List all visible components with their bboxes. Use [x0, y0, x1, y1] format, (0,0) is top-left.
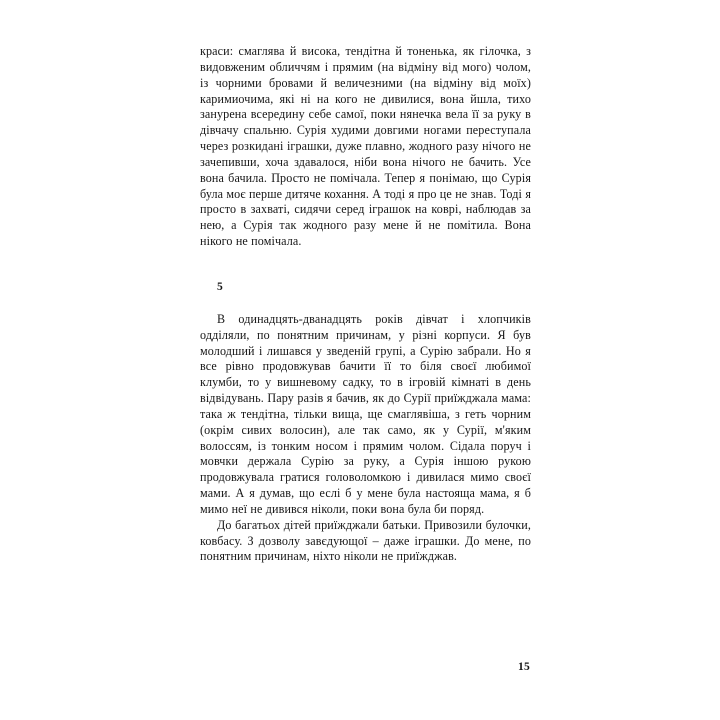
paragraph-1: В одинадцять-дванадцять років дівчат і хлопчиків оддiляли, по понятним причинам, у різні корпуси. Я був молодший і лишався у зведеній групі, а Сурію забрали. Но я все рівно продовжував бачити її то біля своєї любимої клумби, то у вишневому садку, то в ігровій кімнаті в день відвідувань. Пару разів я бачив, як до Сурії приїжджала мама: така ж тендітна, тільки вища, ще смаглявіша, з геть чорним (окрім сивих волосин), але так само, як у Сурії, м'яким волоссям, із тонким носом і прямим чолом. Сідала поруч і мовчки держала Сурію за руку, а Сурія іншою рукою продовжувала гратися головоломкою і дивилася мимо своєї мами. А я думав, що еслі б у мене була настояща мама, я б мимо неї не дивився ніколи, поки вона була би поряд.	[200, 311, 531, 516]
spacer-before-section	[200, 250, 531, 280]
section-number: 5	[217, 280, 223, 293]
paragraph-continued: краси: смаглява й висока, тендітна й тоненька, як гілочка, з видовженим обличчям і прямим (на відміну від мого) чолом, із чорними бровами й величезними (на відміну від моїх) каримиочима, які ні на кого не дивилися, вона йшла, тихо занурена всередину себе самої, поки нянечка вела її за руку в дівчачу спальню. Сурія худими довгими ногами переступала через розкидані іграшки, дуже плавно, жодного разу нічого не зачепивши, хоча здавалося, ніби вона нічого не бачить. Усе вона бачила. Просто не помічала. Тепер я понімаю, що Сурія була моє перше дитяче кохання. А тоді я про це не знав. Тоді я просто в захваті, сидячи серед іграшок на коврі, наблюдав за нею, а Сурія так жодного разу мене й не помітила. Вона нікого не помічала.	[200, 44, 531, 249]
page-text-block	[200, 44, 531, 565]
spacer-after-section	[200, 296, 531, 312]
paragraph-2: До багатьох дітей приїжджали батьки. Привозили булочки, ковбасу. З дозволу завєдующої – даже іграшки. До мене, по понятним причинам, ніхто ніколи не приїжджав.	[200, 517, 531, 564]
page-number: 15	[518, 661, 530, 673]
